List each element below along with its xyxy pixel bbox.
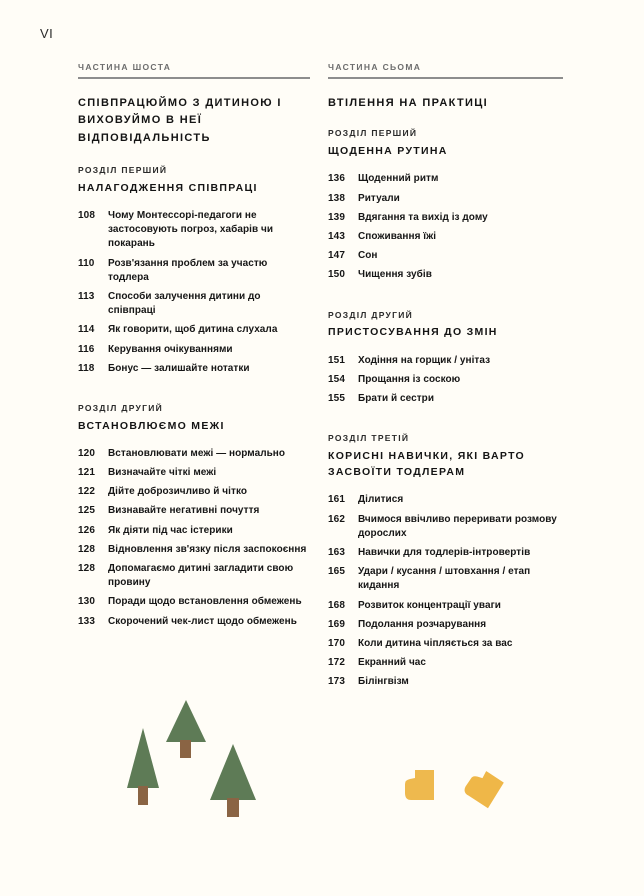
chapter-title: ЩОДЕННА РУТИНА [328,145,448,158]
entry-page-number: 138 [328,192,345,204]
chapter-title: НАЛАГОДЖЕННЯ СПІВПРАЦІ [78,181,258,194]
entry-title: Визнавайте негативні почуття [108,505,260,517]
entry-title: Екранний час [358,657,427,669]
tree-icon [203,742,263,818]
entry-page-number: 133 [78,615,95,627]
entry-title: Вчимося ввічливо переривати розмову дорослих [358,513,557,539]
entry-title: Як говорити, щоб дитина слухала [108,324,278,336]
entry-title: Розвиток концентрації уваги [358,599,501,611]
entry-page-number: 125 [78,505,95,517]
entry-title: Ходіння на горщик / унітаз [358,354,491,366]
chapter-number-label: РОЗДІЛ ДРУГИЙ [328,309,414,320]
entry-page-number: 114 [78,324,95,336]
entry-title: Брати й сестри [358,392,435,404]
entry-title: Прощання із соскою [358,373,461,385]
entry-page-number: 110 [78,257,95,269]
part-title: ВТІЛЕННЯ НА ПРАКТИЦІ [328,96,489,109]
entry-page-number: 113 [78,290,95,302]
entry-title: Керування очікуваннями [108,343,233,355]
entry-page-number: 165 [328,566,345,578]
entry-page-number: 170 [328,637,345,649]
entry-title: Допомагаємо дитині загладити свою провину [108,563,294,589]
entry-title: Дійте доброзичливо й чітко [108,486,248,498]
entry-page-number: 172 [328,657,345,669]
entry-page-number: 162 [328,513,345,525]
entry-page-number: 154 [328,373,345,385]
entry-title: Ділитися [358,494,404,506]
entry-page-number: 168 [328,599,345,611]
entry-page-number: 173 [328,676,345,688]
entry-page-number: 163 [328,546,345,558]
sock-icon [405,770,439,808]
entry-page-number: 139 [328,211,345,223]
entry-page-number: 169 [328,618,345,630]
entry-title: Коли дитина чіпляється за вас [358,637,513,649]
entry-title: Визначайте чіткі межі [108,467,217,479]
entry-title: Встановлювати межі — нормально [108,447,286,459]
entry-page-number: 128 [78,543,95,555]
chapter-number-label: РОЗДІЛ ПЕРШИЙ [78,165,168,176]
entry-title: Скорочений чек-лист щодо обмежень [108,615,297,627]
entry-title: Чищення зубів [358,269,432,281]
page-number: VI [40,26,54,41]
entry-title: Відновлення зв'язку після заспокоєння [108,543,307,555]
entry-title: Споживання їжі [358,230,437,242]
chapter-number-label: РОЗДІЛ ТРЕТІЙ [328,433,410,444]
entry-title: Як діяти під час істерики [108,524,233,536]
part-title: СПІВПРАЦЮЙМО З ДИТИНОЮ І ВИХОВУЙМО В НЕЇ ВІДПОВІДАЛЬНІСТЬ [78,96,282,145]
sock-icon [457,765,509,818]
entry-page-number: 116 [78,343,95,355]
chapter-title: ПРИСТОСУВАННЯ ДО ЗМІН [328,326,498,339]
entry-page-number: 108 [78,210,95,222]
entry-page-number: 118 [78,362,95,374]
entry-title: Бонус — залишайте нотатки [108,362,250,374]
entry-title: Щоденний ритм [358,173,439,185]
entry-title: Способи залучення дитини до співпраці [108,290,261,317]
entry-title: Білінгвізм [358,676,409,688]
part-label: ЧАСТИНА ШОСТА [78,62,172,72]
part-label: ЧАСТИНА СЬОМА [328,62,422,72]
entry-page-number: 161 [328,494,345,506]
entry-title: Удари / кусання / штовхання / етап кидання [358,566,531,592]
entry-page-number: 143 [328,230,345,242]
chapter-number-label: РОЗДІЛ ДРУГИЙ [78,402,164,413]
entry-title: Сон [358,250,378,262]
entry-title: Навички для тодлерів-інтровертів [358,546,531,558]
entry-title: Чому Монтессорі-педагоги не застосовують погроз, хабарів чи покарань [108,210,274,250]
entry-page-number: 120 [78,447,95,459]
entry-title: Ритуали [358,192,400,204]
entry-page-number: 147 [328,250,345,262]
entry-page-number: 121 [78,467,95,479]
entry-page-number: 136 [328,173,345,185]
entry-title: Поради щодо встановлення обмежень [108,596,302,608]
entry-page-number: 151 [328,354,345,366]
entry-title: Розв'язання проблем за участю тодлера [108,257,268,283]
entry-page-number: 128 [78,563,95,575]
entry-title: Вдягання та вихід із дому [358,211,488,223]
entry-page-number: 122 [78,486,95,498]
entry-page-number: 126 [78,524,95,536]
entry-page-number: 130 [78,596,95,608]
chapter-title: КОРИСНІ НАВИЧКИ, ЯКІ ВАРТО ЗАСВОЇТИ ТОДЛЕРАМ [328,449,526,479]
entry-page-number: 155 [328,392,345,404]
chapter-title: ВСТАНОВЛЮЄМО МЕЖІ [78,419,225,432]
entry-page-number: 150 [328,269,345,281]
entry-title: Подолання розчарування [358,618,487,630]
chapter-number-label: РОЗДІЛ ПЕРШИЙ [328,128,418,139]
